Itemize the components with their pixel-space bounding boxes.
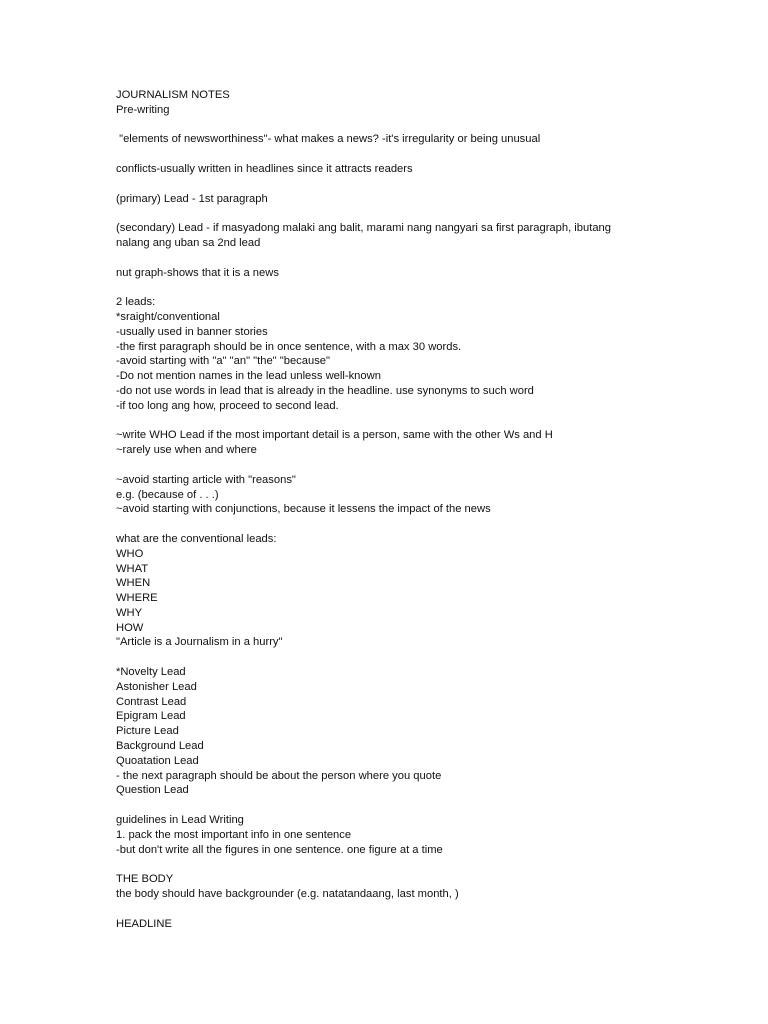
note-first-paragraph: -the first paragraph should be in once sentence, with a max 30 words. (116, 340, 462, 353)
note-nut-graph: nut graph-shows that it is a news (116, 266, 279, 279)
document-body (116, 88, 636, 931)
note-no-headline-words: -do not use words in lead that is already in the headline. use synonyms to such word (116, 384, 534, 397)
note-question-lead: Question Lead (116, 784, 189, 797)
note-how: HOW (116, 621, 144, 634)
note-picture-lead: Picture Lead (116, 725, 179, 738)
note-when: WHEN (116, 577, 151, 590)
note-guidelines-heading: guidelines in Lead Writing (116, 814, 244, 827)
note-one-figure: -but don't write all the figures in one sentence. one figure at a time (116, 843, 443, 856)
note-journalism-in-a-hurry: "Article is a Journalism in a hurry" (116, 636, 283, 649)
note-too-long: -if too long ang how, proceed to second lead. (116, 399, 339, 412)
note-because-example: e.g. (because of . . .) (116, 488, 219, 501)
spacer (116, 280, 636, 295)
spacer (116, 517, 636, 532)
note-background-lead: Background Lead (116, 740, 204, 753)
note-secondary-lead-line-1: (secondary) Lead - if masyadong malaki ang balit, marami nang nangyari sa first paragraph, ibutang (116, 222, 612, 235)
note-astonisher-lead: Astonisher Lead (116, 680, 197, 693)
note-next-paragraph: - the next paragraph should be about the person where you quote (116, 769, 442, 782)
document-subtitle: Pre-writing (116, 103, 170, 116)
note-what: WHAT (116, 562, 149, 575)
spacer (116, 118, 636, 133)
note-epigram-lead: Epigram Lead (116, 710, 186, 723)
spacer (116, 147, 636, 162)
note-rarely-use: ~rarely use when and where (116, 444, 257, 457)
note-why: WHY (116, 606, 143, 619)
spacer (116, 798, 636, 813)
spacer (116, 458, 636, 473)
note-pack-info: 1. pack the most important info in one sentence (116, 828, 352, 841)
note-avoid-articles: -avoid starting with "a" "an" "the" "because" (116, 355, 330, 368)
note-elements-newsworthiness: "elements of newsworthiness"- what makes a news? -it's irregularity or being unusual (116, 133, 541, 146)
spacer (116, 902, 636, 917)
spacer (116, 857, 636, 872)
note-conventional-leads-question: what are the conventional leads: (116, 532, 277, 545)
note-sraight-conventional: *sraight/conventional (116, 310, 220, 323)
note-secondary-lead-line-2: nalang ang uban sa 2nd lead (116, 236, 261, 249)
spacer (116, 206, 636, 221)
note-where: WHERE (116, 592, 158, 605)
spacer (116, 177, 636, 192)
note-banner-stories: -usually used in banner stories (116, 325, 268, 338)
note-headline-heading: HEADLINE (116, 917, 172, 930)
note-who: WHO (116, 547, 144, 560)
note-primary-lead: (primary) Lead - 1st paragraph (116, 192, 268, 205)
note-contrast-lead: Contrast Lead (116, 695, 187, 708)
note-the-body-heading: THE BODY (116, 873, 174, 886)
note-no-names: -Do not mention names in the lead unless well-known (116, 370, 381, 383)
note-backgrounder: the body should have backgrounder (e.g. natatandaang, last month, ) (116, 888, 459, 901)
note-novelty-lead: *Novelty Lead (116, 666, 186, 679)
document-title: JOURNALISM NOTES (116, 89, 230, 101)
note-quoatation-lead: Quoatation Lead (116, 754, 199, 767)
spacer (116, 414, 636, 429)
note-two-leads: 2 leads: (116, 296, 156, 309)
note-conflicts: conflicts-usually written in headlines since it attracts readers (116, 162, 413, 175)
note-avoid-reasons: ~avoid starting article with "reasons" (116, 473, 296, 486)
note-who-lead: ~write WHO Lead if the most important detail is a person, same with the other Ws and H (116, 429, 553, 442)
spacer (116, 650, 636, 665)
note-avoid-conjunctions: ~avoid starting with conjunctions, because it lessens the impact of the news (116, 503, 491, 516)
spacer (116, 251, 636, 266)
